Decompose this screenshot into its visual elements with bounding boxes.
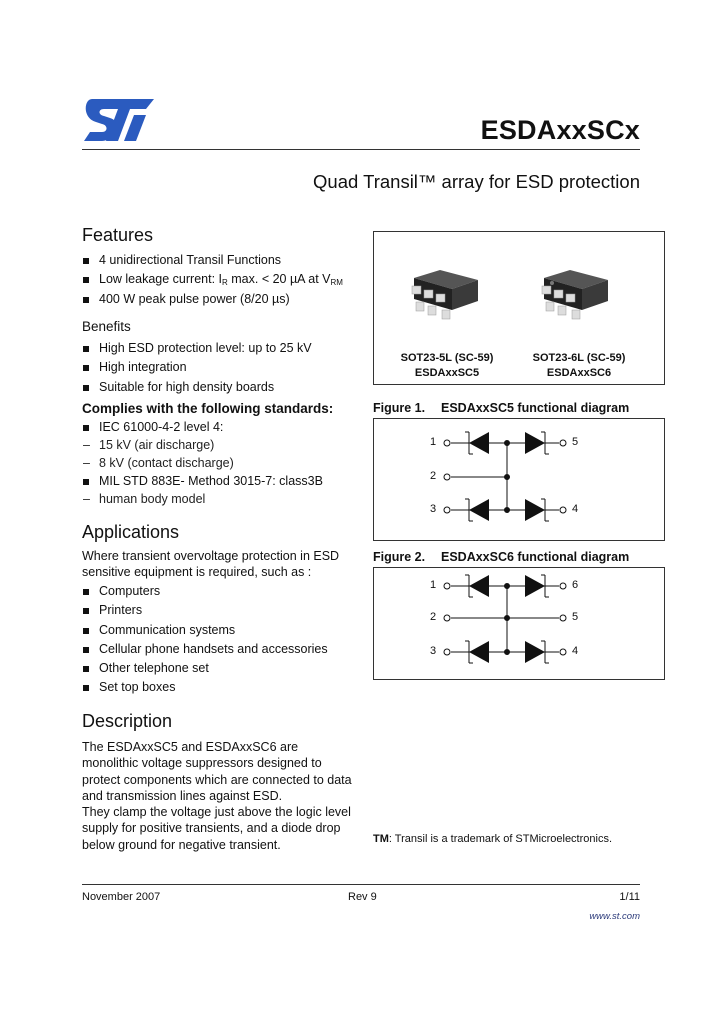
figure-2-caption: Figure 2. ESDAxxSC6 functional diagram — [373, 550, 630, 564]
pin-label: 4 — [572, 503, 579, 515]
list-item: Low leakage current: $I_R$ max. < 20 µA at $V_{RM}$ — [82, 270, 343, 289]
features-heading: Features — [82, 225, 154, 245]
applications-intro: Where transient overvoltage protection in ESD sensitive equipment is required, such as : — [82, 549, 340, 580]
description-heading: Description — [82, 711, 173, 731]
figure-1-diagram — [373, 418, 665, 541]
list-item: Suitable for high density boards — [82, 378, 312, 397]
list-item: – 15 kV (air discharge) — [82, 437, 234, 455]
package-illustration-box — [373, 231, 665, 385]
description-paragraph-1: The ESDAxxSC5 and ESDAxxSC6 are monolithic voltage suppressors designed to protect components which are connected to data and transmission lines against ESD. — [82, 740, 352, 804]
website-link[interactable]: www.st.com — [589, 911, 640, 922]
package-label-sc6: SOT23-6L (SC-59) ESDAxxSC6 — [532, 352, 626, 379]
benefits-heading: Benefits — [82, 319, 131, 334]
list-item: High ESD protection level: up to 25 kV — [82, 339, 312, 358]
footer-date: November 2007 — [82, 891, 161, 903]
list-item: High integration — [82, 358, 312, 377]
pin-label: 3 — [430, 503, 437, 515]
list-item: MIL STD 883E- Method 3015-7: class3B — [82, 472, 323, 491]
pin-label: 1 — [430, 579, 437, 591]
pin-label: 4 — [572, 645, 579, 657]
features-list — [82, 251, 343, 309]
list-item: 400 W peak pulse power (8/20 µs) — [82, 290, 343, 309]
list-item: – 8 kV (contact discharge) — [82, 455, 234, 473]
pin-label: 1 — [430, 436, 437, 448]
pin-label: 3 — [430, 645, 437, 657]
standards-iec — [82, 418, 223, 437]
footer-rule — [82, 884, 640, 885]
benefits-list — [82, 339, 312, 397]
list-item: IEC 61000-4-2 level 4: — [82, 418, 223, 437]
list-item: Other telephone set — [82, 659, 328, 678]
pin-label: 5 — [572, 436, 579, 448]
standards-heading: Complies with the following standards: — [82, 401, 334, 416]
applications-heading: Applications — [82, 522, 180, 542]
pin-label: 5 — [572, 611, 579, 623]
standards-iec-sub — [82, 437, 234, 472]
list-item: 4 unidirectional Transil Functions — [82, 251, 343, 270]
list-item: Set top boxes — [82, 678, 328, 697]
description-paragraph-2: They clamp the voltage just above the logic level supply for positive transients, and a diode drop below ground for negative transient. — [82, 805, 351, 852]
figure-1-caption: Figure 1. ESDAxxSC5 functional diagram — [373, 401, 630, 415]
esdaxxsc5-schematic — [374, 419, 664, 540]
applications-list — [82, 582, 328, 698]
standards-mil-sub — [82, 491, 205, 509]
list-item: Cellular phone handsets and accessories — [82, 640, 328, 659]
figure-2-diagram — [373, 567, 665, 680]
pin-label: 2 — [430, 470, 437, 482]
list-item: – human body model — [82, 491, 205, 509]
pin-label: 6 — [572, 579, 579, 591]
list-item: Printers — [82, 601, 328, 620]
standards-mil — [82, 472, 323, 491]
package-label-sc5: SOT23-5L (SC-59) ESDAxxSC5 — [400, 352, 494, 379]
list-item: Computers — [82, 582, 328, 601]
list-item: Communication systems — [82, 621, 328, 640]
esdaxxsc6-schematic — [374, 568, 664, 679]
trademark-note: TM: Transil is a trademark of STMicroelectronics. — [373, 833, 613, 845]
part-number: ESDAxxSCx — [480, 115, 640, 145]
footer-revision: Rev 9 — [348, 891, 377, 903]
sot23-5l-package-image — [406, 262, 486, 328]
footer-page-number: 1/11 — [619, 891, 640, 903]
header-rule — [82, 149, 640, 150]
sot23-6l-package-image — [536, 262, 616, 328]
document-subtitle: Quad Transil™ array for ESD protection — [313, 171, 640, 192]
pin-label: 2 — [430, 611, 437, 623]
